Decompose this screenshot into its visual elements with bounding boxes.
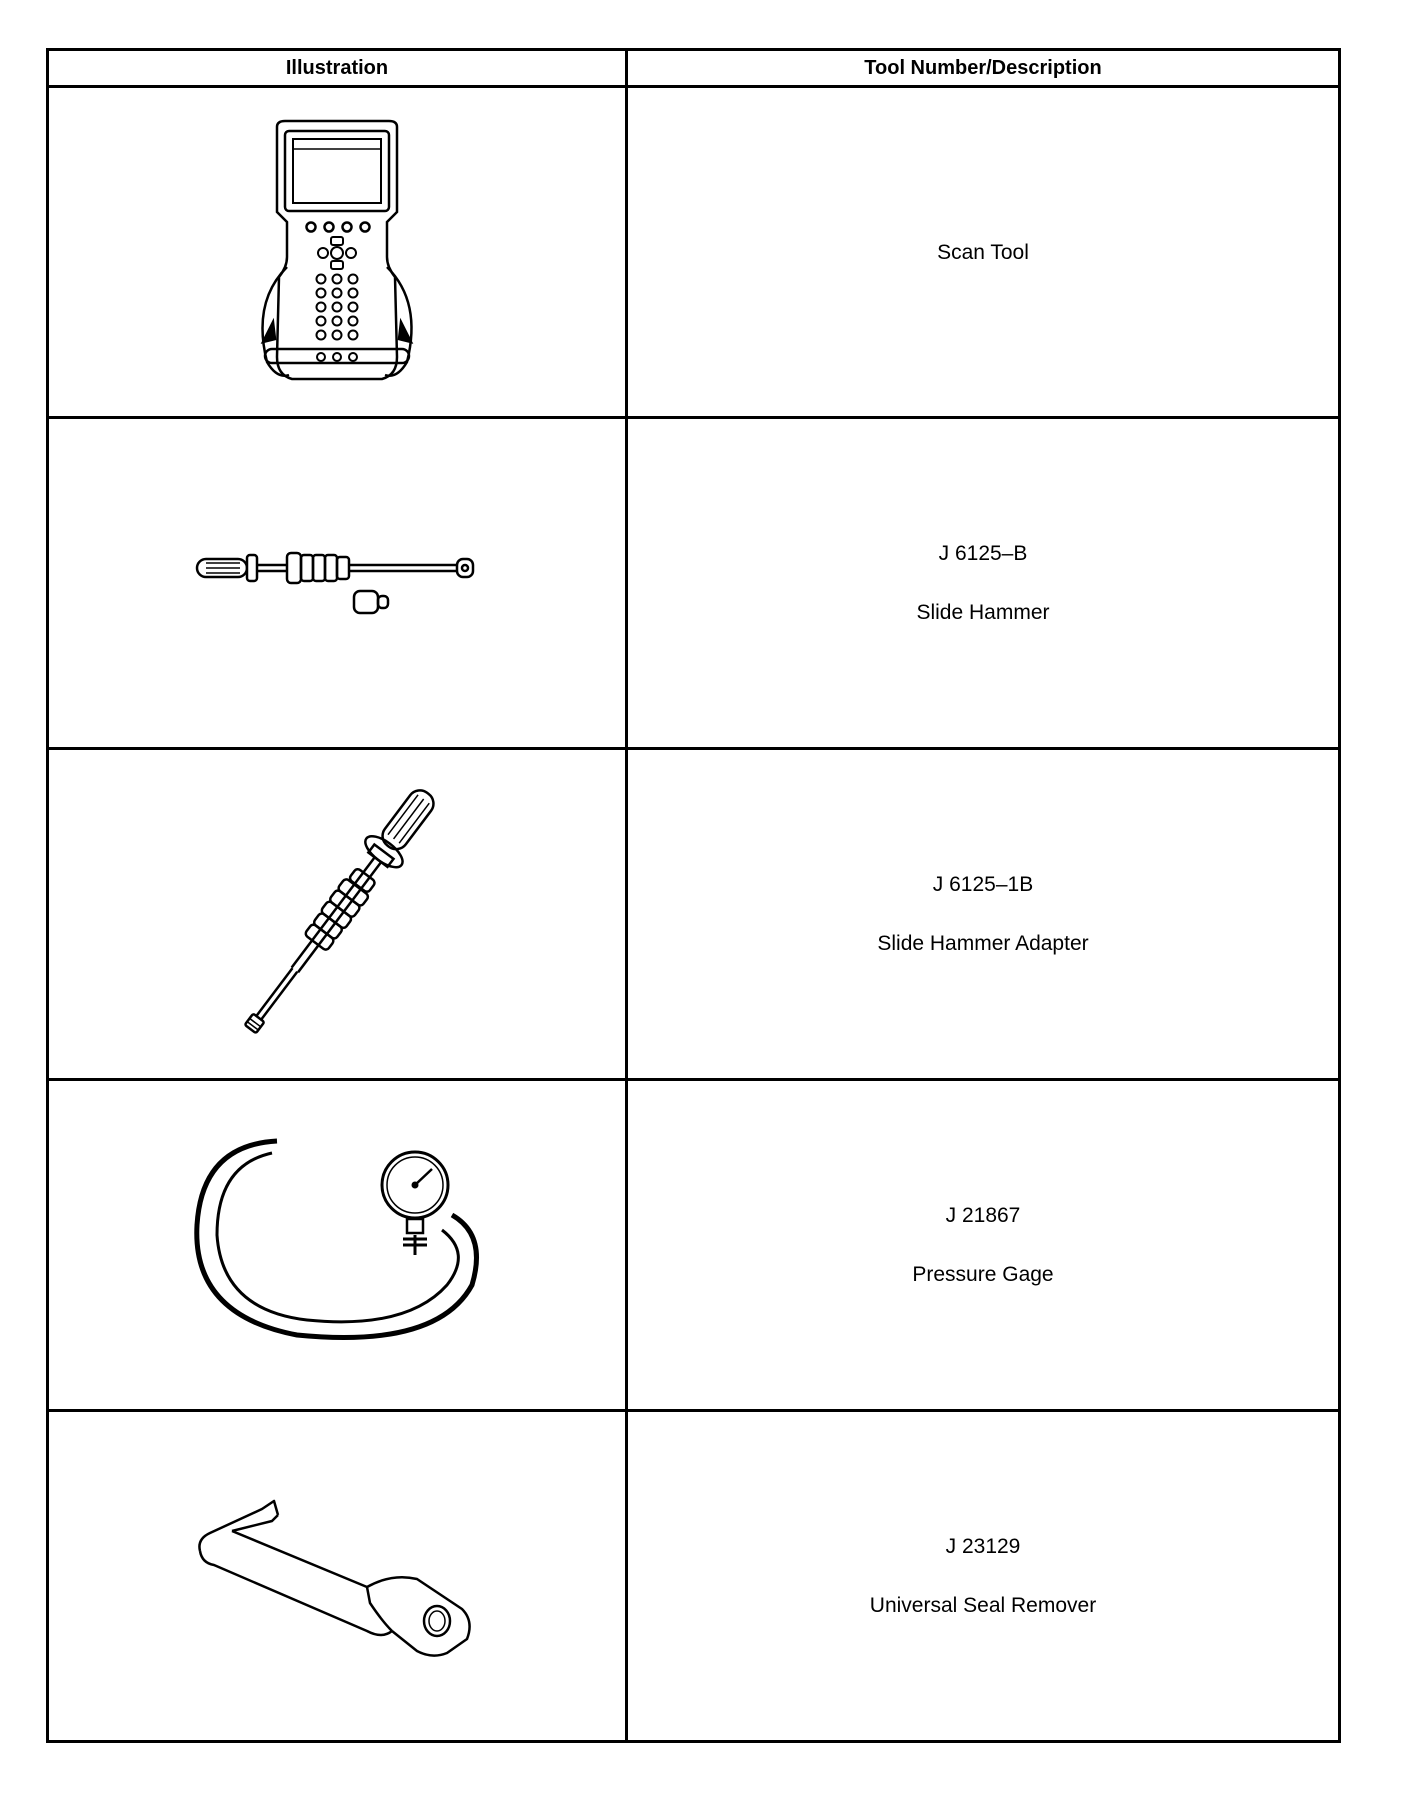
table-row — [48, 418, 1340, 749]
tool-description: Universal Seal Remover — [869, 1594, 1097, 1617]
table-header-row — [48, 50, 1340, 87]
table-row — [48, 749, 1340, 1080]
special-tools-table — [46, 48, 1341, 1743]
illustration-cell — [48, 1411, 627, 1742]
tool-number: J 6125–B — [938, 542, 1028, 565]
slide-hammer-icon — [192, 543, 482, 623]
illustration-cell — [48, 749, 627, 1080]
description-cell — [627, 87, 1340, 418]
tool-description: Slide Hammer — [916, 601, 1050, 624]
description-cell — [627, 1411, 1340, 1742]
tool-description: Slide Hammer Adapter — [877, 932, 1089, 955]
tool-description: Scan Tool — [937, 240, 1029, 264]
description-cell — [627, 1080, 1340, 1411]
description-cell — [627, 749, 1340, 1080]
tool-number: J 21867 — [945, 1204, 1021, 1227]
illustration-cell — [48, 87, 627, 418]
table-row — [48, 87, 1340, 418]
slide-hammer-adapter-icon — [187, 769, 487, 1059]
header-illustration: Illustration — [48, 50, 627, 87]
illustration-cell — [48, 418, 627, 749]
header-tool-description: Tool Number/Description — [627, 50, 1340, 87]
tool-number: J 6125–1B — [932, 873, 1034, 896]
illustration-cell — [48, 1080, 627, 1411]
pressure-gage-icon — [187, 1135, 487, 1355]
scan-tool-icon — [247, 117, 427, 387]
universal-seal-remover-icon — [192, 1491, 482, 1661]
description-cell — [627, 418, 1340, 749]
table-row — [48, 1080, 1340, 1411]
table-row — [48, 1411, 1340, 1742]
tool-number: J 23129 — [945, 1535, 1021, 1558]
tool-description: Pressure Gage — [912, 1263, 1054, 1286]
